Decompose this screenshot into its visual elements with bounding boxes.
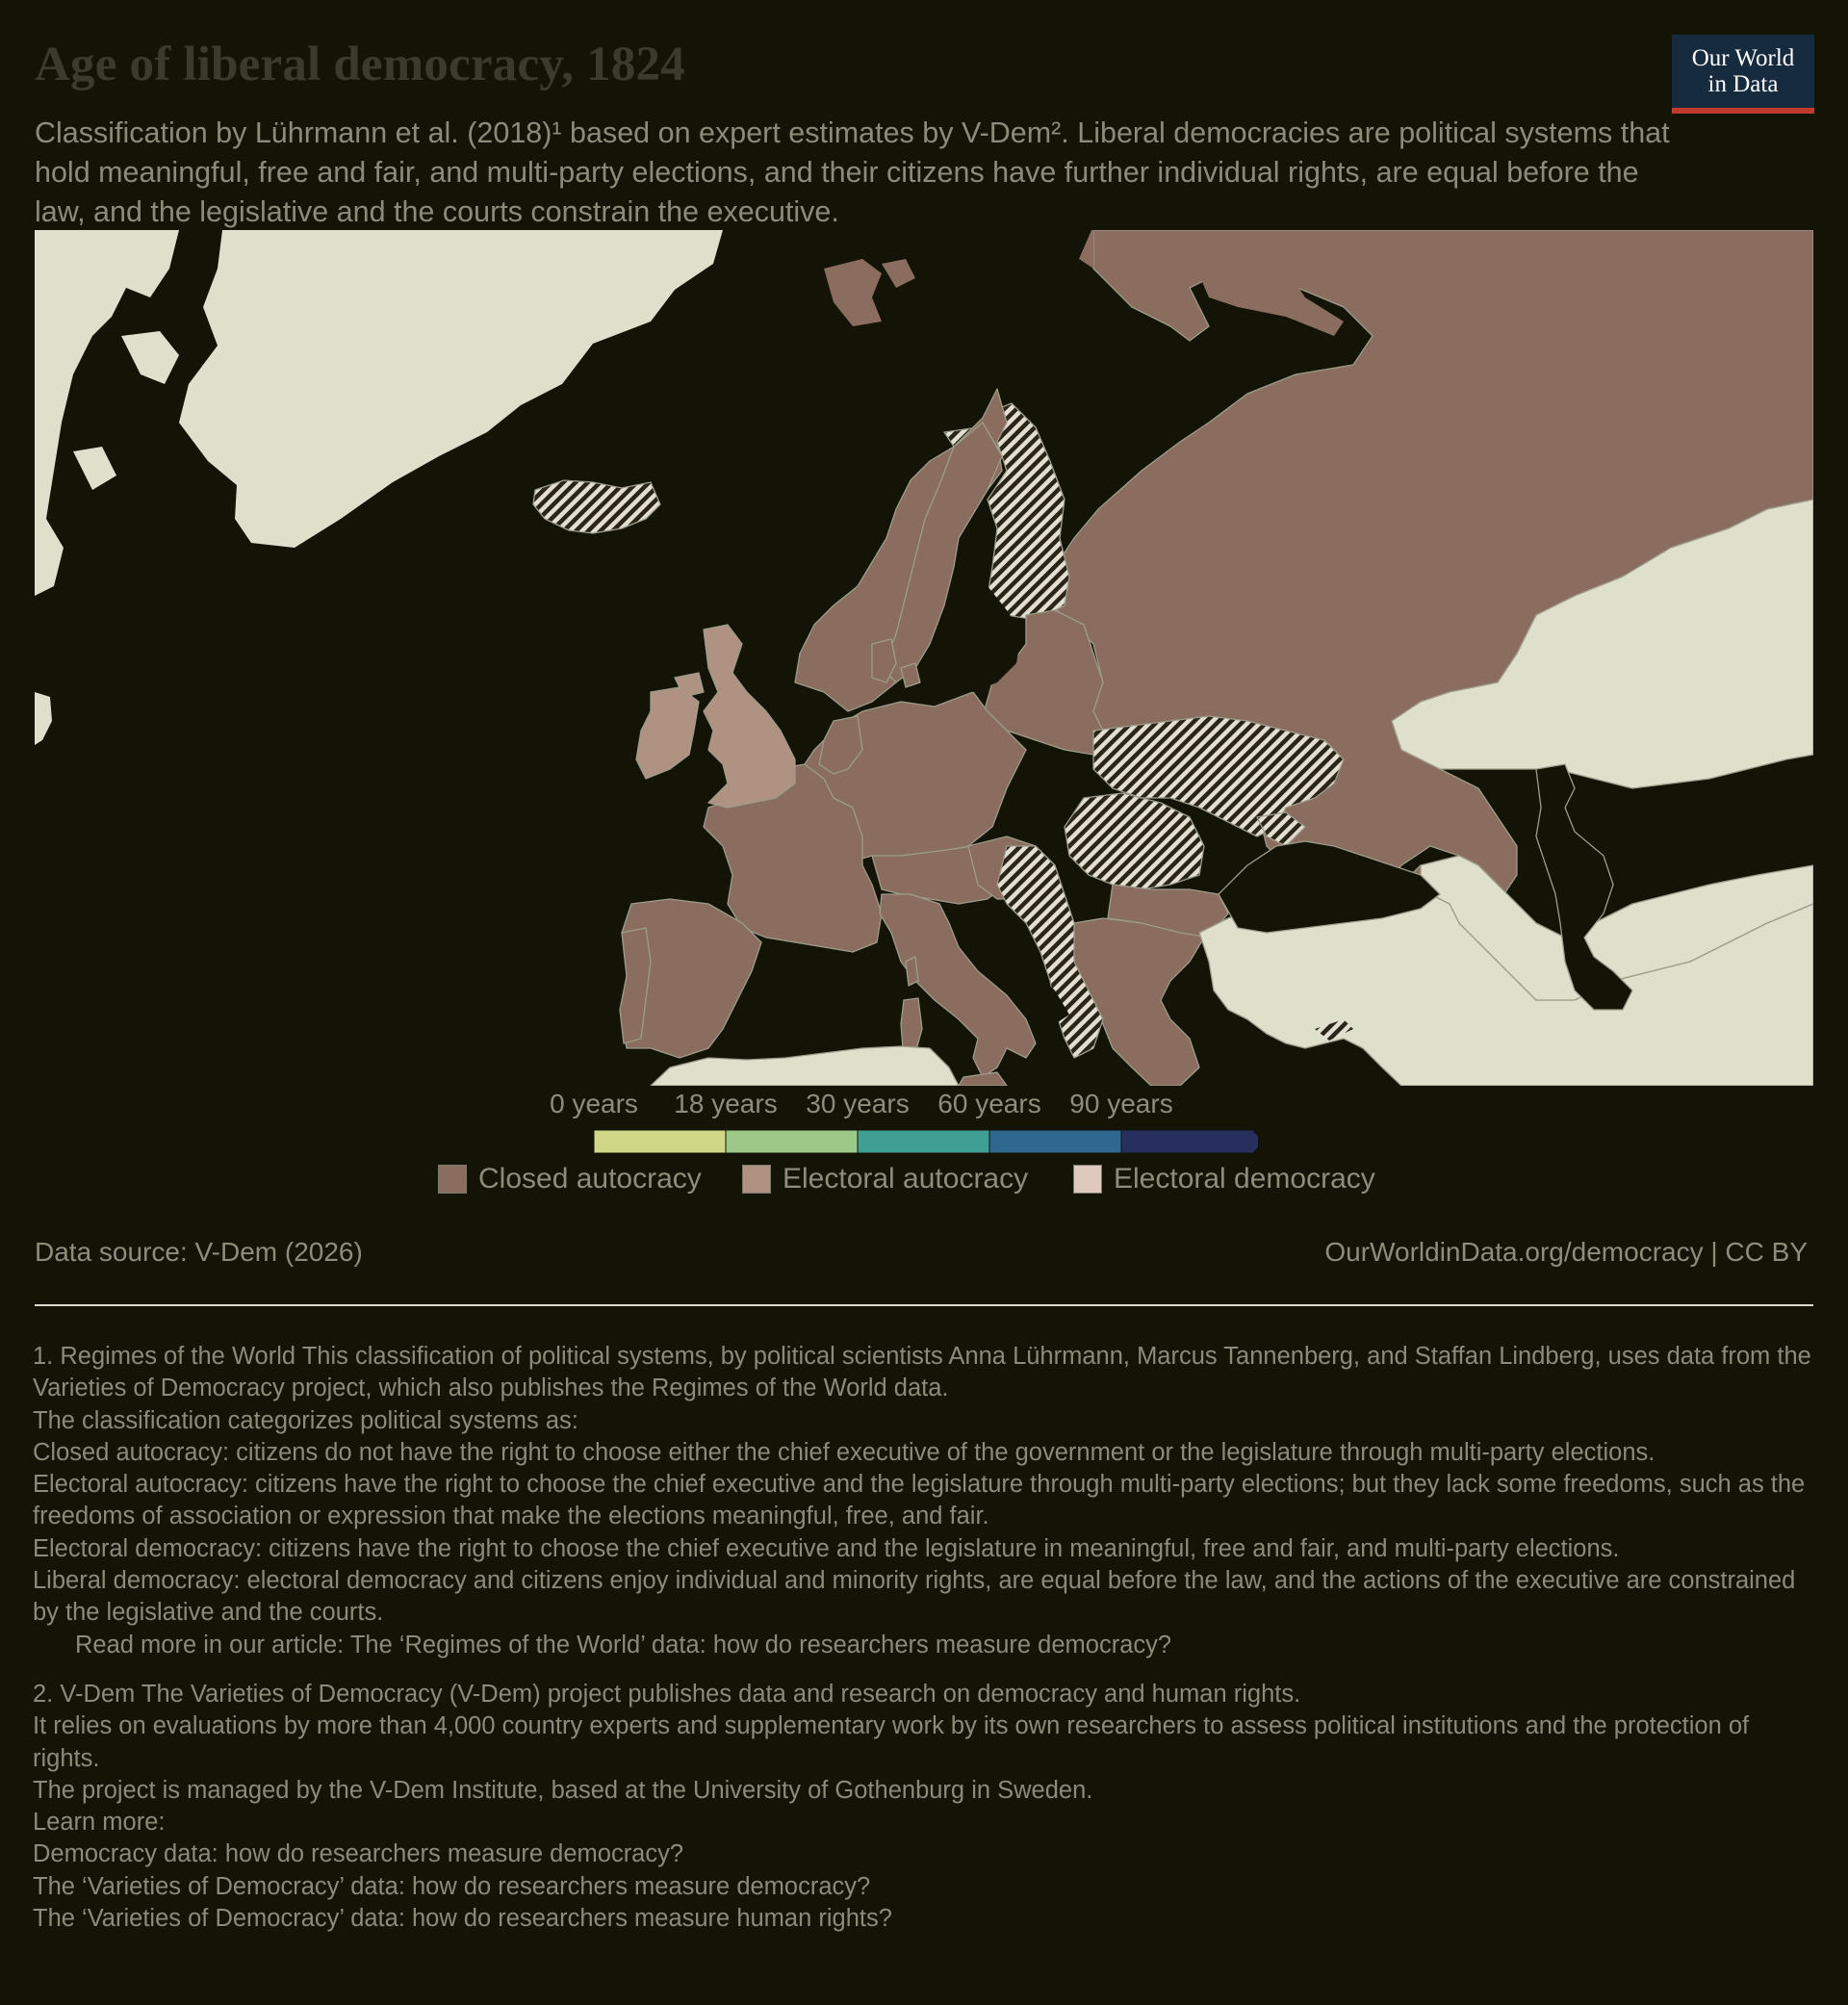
color-scale-bar[interactable] — [594, 1130, 1258, 1153]
scale-label-3: 60 years — [937, 1089, 1041, 1118]
color-scale-labels — [0, 1089, 1848, 1123]
note-1-line: The classification categorizes political systems as: — [33, 1406, 578, 1434]
scale-bins — [594, 1130, 1258, 1153]
legend-swatch-electoral-autocracy — [742, 1165, 771, 1194]
scale-label-1: 18 years — [674, 1089, 778, 1118]
legend-label-electoral-democracy: Electoral democracy — [1114, 1163, 1375, 1195]
owid-logo[interactable] — [1672, 35, 1814, 114]
scale-bin-1[interactable] — [726, 1130, 858, 1153]
note-2-line: It relies on evaluations by more than 4,000 country experts and supplementary work by its own researchers to assess political institutions and the protection of rights. — [33, 1712, 1750, 1772]
legend-label-closed-autocracy: Closed autocracy — [478, 1163, 702, 1195]
legend-swatch-closed-autocracy — [438, 1165, 467, 1194]
chart-subtitle: Classification by Lührmann et al. (2018)¹ based on expert estimates by V-Dem². Liberal democracies are political systems that hold meaningful, free and fair, and multi-party elections, and their citizens have further individual rights, are equal before the law, and the legislative and the courts constrain the executive. — [35, 116, 1670, 228]
europe-map[interactable] — [35, 230, 1813, 1086]
logo-line-2: in Data — [1707, 71, 1779, 97]
scale-label-0: 0 years — [550, 1089, 638, 1118]
corsica[interactable] — [906, 957, 918, 986]
note-2-link[interactable]: The ‘Varieties of Democracy’ data: how do researchers measure human rights? — [33, 1905, 892, 1933]
footnotes — [33, 1341, 1818, 1935]
note-2-line: The project is managed by the V-Dem Institute, based at the University of Gothenburg in Sweden. — [33, 1776, 1093, 1804]
note-1-line: 1. Regimes of the World This classification of political systems, by political scientists Anna Lührmann, Marcus Tannenberg, and Staffan Lindberg, uses data from the Varieties of Democracy project, which also publishes the Regimes of the World data. — [33, 1343, 1811, 1402]
data-source[interactable]: Data source: V-Dem (2026) — [35, 1237, 363, 1267]
legend-swatch-electoral-democracy — [1073, 1165, 1102, 1194]
scale-label-4: 90 years — [1069, 1089, 1173, 1118]
scale-bin-2[interactable] — [858, 1130, 989, 1153]
chart-title: Age of liberal democracy, 1824 — [35, 38, 685, 91]
footer-divider — [35, 1304, 1813, 1306]
note-1-line: Electoral democracy: citizens have the right to choose the chief executive and the legislature in meaningful, free and fair, and multi-party elections. — [33, 1534, 1620, 1562]
scale-bin-3[interactable] — [989, 1130, 1121, 1153]
legend-label-electoral-autocracy: Electoral autocracy — [783, 1163, 1029, 1195]
scale-bin-4[interactable] — [1121, 1130, 1258, 1153]
credit-link[interactable]: OurWorldinData.org/democracy | CC BY — [1324, 1237, 1808, 1267]
note-2-link[interactable]: Democracy data: how do researchers measure democracy? — [33, 1840, 684, 1868]
scale-bin-0[interactable] — [594, 1130, 726, 1153]
note-2-link[interactable]: The ‘Varieties of Democracy’ data: how do researchers measure democracy? — [33, 1872, 871, 1900]
note-1-line: Electoral autocracy: citizens have the right to choose the chief executive and the legislature through multi-party elections; but they lack some freedoms, such as the freedoms of association or expression that make the elections meaningful, free, and fair. — [33, 1471, 1806, 1530]
note-2-line: Learn more: — [33, 1809, 166, 1837]
note-1-line: Liberal democracy: electoral democracy and citizens enjoy individual and minority rights, are equal before the law, and the actions of the executive are constrained by the legislative and the courts. — [33, 1567, 1796, 1627]
note-1-line: Closed autocracy: citizens do not have the right to choose either the chief executive of the government or the legislature through multi-party elections. — [33, 1438, 1656, 1466]
logo-line-1: Our World — [1691, 45, 1795, 71]
note-2-line: 2. V-Dem The Varieties of Democracy (V-Dem) project publishes data and research on democracy and human rights. — [33, 1680, 1301, 1708]
note-1-read-more-link[interactable]: Read more in our article: The ‘Regimes of the World’ data: how do researchers measure democracy? — [75, 1631, 1172, 1658]
scale-label-2: 30 years — [806, 1089, 910, 1118]
